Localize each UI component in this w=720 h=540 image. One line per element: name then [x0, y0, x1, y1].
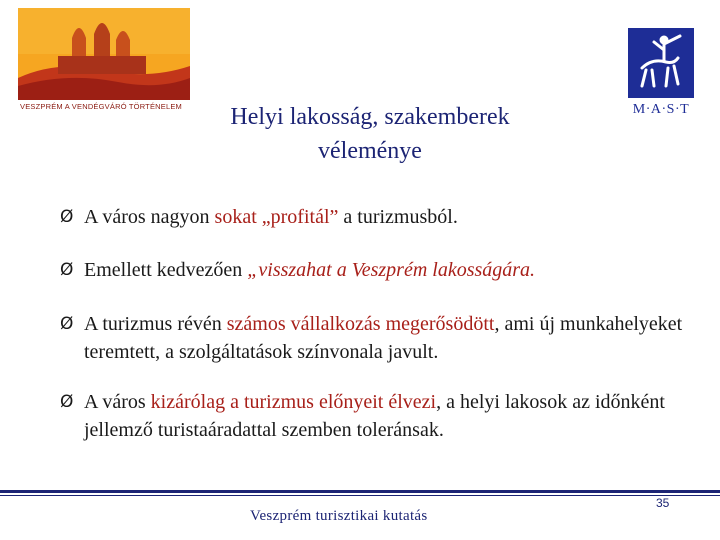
bullet-highlight: számos vállalkozás megerősödött: [226, 313, 495, 335]
bullet-text: [84, 256, 700, 284]
bullet-text-part: , ami új munkahelyeket teremtett, a szolgáltatások színvonala javult.: [84, 313, 683, 363]
arrow-bullet-icon: Ø: [60, 314, 74, 334]
arrow-bullet-icon: Ø: [60, 392, 74, 412]
slide-title: [200, 100, 540, 168]
bullet-item: [60, 388, 700, 444]
footer-text: Veszprém turisztikai kutatás: [250, 508, 428, 524]
bullet-text-part: A turizmus révén: [84, 313, 227, 335]
bullet-highlight: sokat „profitál”: [214, 206, 339, 228]
bullet-text: [84, 310, 700, 366]
logo-caption: VESZPRÉM A VENDÉGVÁRÓ TÖRTÉNELEM: [20, 102, 182, 111]
title-line-2: véleménye: [318, 138, 422, 164]
horseman-emblem-icon: [628, 28, 694, 98]
bullet-highlight: „visszahat a Veszprém lakosságára.: [247, 259, 536, 281]
bullet-highlight: kizárólag a turizmus előnyeit élvezi: [150, 391, 437, 413]
veszprem-logo: [18, 8, 190, 116]
bullet-text-part: A város nagyon: [84, 206, 215, 228]
mast-logo: [626, 28, 696, 120]
bullet-text: [84, 388, 700, 444]
bullet-item: [60, 310, 700, 366]
bullet-text-part: , a helyi lakosok az időnként jellemző turistaáradattal szemben toleránsak.: [84, 391, 665, 441]
bullet-text-part: A város: [84, 391, 151, 413]
bullet-text-part: Emellett kedvezően: [84, 259, 248, 281]
title-line-1: Helyi lakosság, szakemberek: [230, 104, 510, 130]
arrow-bullet-icon: Ø: [60, 260, 74, 280]
bullet-item: [60, 256, 700, 284]
bullet-text-part: a turizmusból.: [338, 206, 458, 228]
arrow-bullet-icon: Ø: [60, 207, 74, 227]
bullet-item: [60, 203, 700, 231]
bullet-text: [84, 203, 700, 231]
page-number: 35: [656, 496, 670, 510]
footer-divider-thin: [0, 495, 720, 496]
footer-divider: [0, 490, 720, 493]
mast-label: M·A·S·T: [632, 102, 690, 117]
castle-illustration-icon: [18, 8, 190, 100]
